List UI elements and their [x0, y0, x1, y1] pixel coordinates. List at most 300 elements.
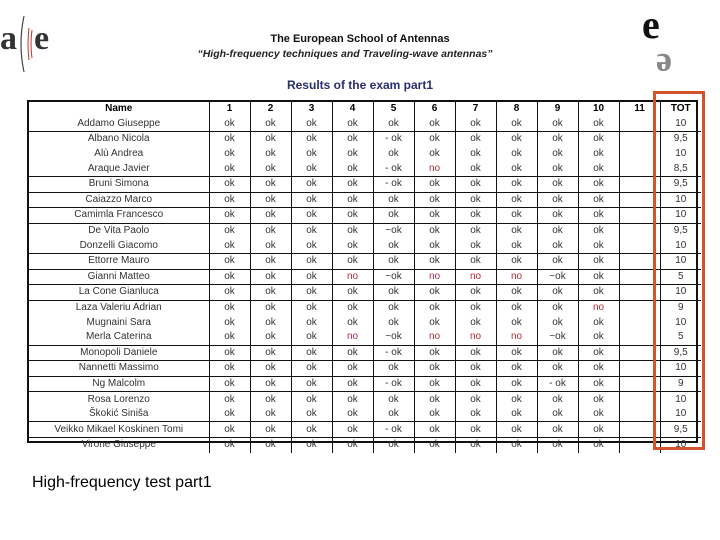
score-cell: ok	[578, 132, 619, 147]
table-row	[29, 315, 701, 330]
score-cell: ok	[291, 376, 332, 392]
student-name: La Cone Gianluca	[29, 285, 209, 301]
total-score: 10	[660, 315, 701, 330]
table-row	[29, 330, 701, 345]
column-header-6: 6	[414, 102, 455, 117]
score-cell	[619, 407, 660, 422]
score-cell: ok	[332, 315, 373, 330]
total-score: 10	[660, 438, 701, 453]
score-cell	[619, 253, 660, 269]
total-score: 10	[660, 392, 701, 407]
score-cell: ok	[537, 132, 578, 147]
total-score: 10	[660, 361, 701, 377]
score-cell: ok	[496, 253, 537, 269]
score-cell: ok	[332, 147, 373, 162]
score-cell: ok	[455, 253, 496, 269]
column-header-4: 4	[332, 102, 373, 117]
logo-letter-e: e	[34, 20, 50, 57]
score-cell: ok	[250, 407, 291, 422]
score-cell: ok	[209, 192, 250, 208]
score-cell: ok	[578, 161, 619, 176]
score-cell: ok	[578, 208, 619, 224]
total-score: 9,5	[660, 345, 701, 361]
score-cell: ok	[455, 422, 496, 438]
score-cell: - ok	[537, 376, 578, 392]
score-cell: ok	[209, 330, 250, 345]
score-cell: ok	[578, 147, 619, 162]
score-cell: ok	[578, 253, 619, 269]
table-row	[29, 345, 701, 361]
score-cell	[619, 192, 660, 208]
student-name: Nannetti Massimo	[29, 361, 209, 377]
score-cell: no	[414, 330, 455, 345]
score-cell: ok	[496, 285, 537, 301]
student-name: Laza Valeriu Adrian	[29, 300, 209, 315]
score-cell: ok	[496, 422, 537, 438]
student-name: Bruni Simona	[29, 176, 209, 192]
student-name: De Vita Paolo	[29, 223, 209, 238]
score-cell: ok	[209, 407, 250, 422]
score-cell: ok	[496, 117, 537, 132]
score-cell: ok	[537, 192, 578, 208]
table-header-row	[29, 102, 701, 117]
score-cell: ok	[414, 117, 455, 132]
total-score: 9,5	[660, 132, 701, 147]
score-cell	[619, 422, 660, 438]
score-cell: ok	[291, 223, 332, 238]
score-cell: ok	[373, 192, 414, 208]
score-cell: ok	[496, 176, 537, 192]
score-cell: ok	[414, 285, 455, 301]
score-cell: ok	[250, 253, 291, 269]
score-cell: ok	[455, 223, 496, 238]
student-name: Addamo Giuseppe	[77, 117, 161, 129]
score-cell: ok	[291, 132, 332, 147]
score-cell: ok	[414, 345, 455, 361]
score-cell: ok	[250, 315, 291, 330]
score-cell: - ok	[373, 132, 414, 147]
score-cell: ok	[209, 176, 250, 192]
footer-caption: High-frequency test part1	[32, 474, 212, 491]
score-cell: ok	[291, 208, 332, 224]
score-cell: ok	[332, 132, 373, 147]
score-cell: ok	[209, 132, 250, 147]
score-cell: ok	[250, 223, 291, 238]
table-row	[29, 392, 701, 407]
score-cell: ok	[578, 361, 619, 377]
results-title: Results of the exam part1	[286, 78, 434, 92]
score-cell: ok	[291, 330, 332, 345]
score-cell: ok	[332, 438, 373, 453]
table-row	[29, 238, 701, 253]
score-cell: ok	[250, 176, 291, 192]
score-cell: ok	[414, 132, 455, 147]
score-cell: ok	[291, 238, 332, 253]
score-cell: ok	[291, 392, 332, 407]
score-cell: ok	[373, 117, 414, 132]
score-cell: ok	[414, 438, 455, 453]
score-cell: ok	[291, 147, 332, 162]
score-cell: ok	[496, 192, 537, 208]
score-cell: no	[455, 269, 496, 285]
score-cell: ok	[209, 269, 250, 285]
score-cell: ok	[578, 315, 619, 330]
score-cell: ok	[455, 176, 496, 192]
score-cell	[619, 315, 660, 330]
course-subtitle: “High-frequency techniques and Traveling-wave antennas”	[197, 48, 493, 60]
score-cell: ok	[455, 285, 496, 301]
score-cell: ok	[578, 392, 619, 407]
score-cell	[619, 147, 660, 162]
score-cell: ok	[455, 192, 496, 208]
score-cell: ok	[578, 285, 619, 301]
column-header-total: TOT	[660, 102, 701, 117]
score-cell: ok	[373, 315, 414, 330]
total-score: 10	[660, 147, 701, 162]
total-score: 10	[660, 208, 701, 224]
score-cell: ok	[250, 238, 291, 253]
student-name: Merla Caterina	[85, 331, 152, 343]
score-cell: ok	[537, 300, 578, 315]
student-name: Camimla Francesco	[29, 208, 209, 224]
table-row	[29, 407, 701, 422]
score-cell: ok	[537, 238, 578, 253]
student-name: Veikko Mikael Koskinen Tomi	[29, 422, 209, 438]
score-cell: ok	[578, 117, 619, 132]
score-cell: ok	[455, 376, 496, 392]
score-cell: ok	[537, 345, 578, 361]
score-cell: ok	[414, 176, 455, 192]
score-cell: ok	[455, 438, 496, 453]
score-cell: ok	[332, 392, 373, 407]
score-cell: ~ok	[537, 269, 578, 285]
student-name: Rosa Lorenzo	[29, 392, 209, 407]
student-name: Alù Andrea	[94, 148, 144, 160]
total-score: 9	[660, 300, 701, 315]
score-cell: ok	[496, 345, 537, 361]
student-name: Monopoli Daniele	[29, 345, 209, 361]
score-cell: ok	[537, 392, 578, 407]
score-cell: ~ok	[373, 330, 414, 345]
score-cell: ok	[496, 223, 537, 238]
score-cell: ok	[209, 438, 250, 453]
score-cell: ok	[496, 238, 537, 253]
score-cell: ok	[332, 300, 373, 315]
score-cell	[619, 438, 660, 453]
score-cell: ok	[578, 238, 619, 253]
student-name: Ettorre Mauro	[29, 253, 209, 269]
score-cell: ok	[414, 238, 455, 253]
student-name: Gianni Matteo	[29, 269, 209, 285]
table-row	[29, 422, 701, 438]
score-cell: ok	[537, 147, 578, 162]
score-cell: ok	[250, 117, 291, 132]
total-score: 9,5	[660, 223, 701, 238]
score-cell: ok	[250, 376, 291, 392]
score-cell: ok	[291, 345, 332, 361]
score-cell: ok	[332, 345, 373, 361]
student-name: Caiazzo Marco	[29, 192, 209, 208]
score-cell	[619, 285, 660, 301]
score-cell: ok	[414, 407, 455, 422]
score-cell: ok	[414, 253, 455, 269]
student-name: Škokić Siniša	[89, 408, 149, 420]
score-cell: ok	[537, 208, 578, 224]
table-body	[29, 117, 701, 453]
score-cell: ok	[291, 422, 332, 438]
score-cell: no	[496, 269, 537, 285]
total-score: 9	[660, 376, 701, 392]
total-score: 10	[660, 238, 701, 253]
column-header-3: 3	[291, 102, 332, 117]
score-cell: ok	[455, 238, 496, 253]
score-cell: ok	[455, 132, 496, 147]
score-cell: ok	[250, 392, 291, 407]
score-cell: ok	[414, 422, 455, 438]
score-cell: ok	[291, 361, 332, 377]
score-cell: ok	[209, 238, 250, 253]
score-cell: ok	[209, 376, 250, 392]
table-row	[29, 253, 701, 269]
table-row	[29, 176, 701, 192]
score-cell: ok	[291, 269, 332, 285]
score-cell	[619, 376, 660, 392]
score-cell: ok	[250, 438, 291, 453]
results-table	[29, 102, 701, 453]
student-name: Donzelli Giacomo	[79, 239, 158, 251]
score-cell: ok	[373, 300, 414, 315]
score-cell: ok	[578, 192, 619, 208]
score-cell: ok	[291, 176, 332, 192]
total-score: 10	[660, 407, 701, 422]
score-cell: ok	[209, 253, 250, 269]
score-cell: ok	[250, 285, 291, 301]
score-cell: - ok	[373, 161, 414, 176]
score-cell: ok	[578, 345, 619, 361]
score-cell: ok	[332, 117, 373, 132]
score-cell: no	[414, 161, 455, 176]
score-cell	[619, 269, 660, 285]
table-row	[29, 192, 701, 208]
score-cell: no	[414, 269, 455, 285]
results-table-container	[27, 100, 698, 451]
score-cell: ok	[332, 376, 373, 392]
score-cell: ok	[496, 132, 537, 147]
score-cell: ok	[209, 300, 250, 315]
score-cell: ok	[537, 253, 578, 269]
score-cell: ok	[209, 208, 250, 224]
score-cell: ok	[332, 422, 373, 438]
score-cell: ok	[578, 407, 619, 422]
score-cell: ok	[455, 300, 496, 315]
score-cell: ok	[496, 147, 537, 162]
score-cell	[619, 208, 660, 224]
score-cell	[619, 300, 660, 315]
score-cell: - ok	[373, 376, 414, 392]
score-cell: ok	[250, 192, 291, 208]
score-cell: - ok	[373, 422, 414, 438]
score-cell: ok	[250, 132, 291, 147]
score-cell: ok	[373, 361, 414, 377]
score-cell: ok	[291, 192, 332, 208]
score-cell	[619, 238, 660, 253]
score-cell: ok	[496, 300, 537, 315]
score-cell: ok	[332, 285, 373, 301]
score-cell: ok	[578, 376, 619, 392]
table-row	[29, 269, 701, 285]
score-cell: ok	[332, 223, 373, 238]
score-cell: ok	[455, 361, 496, 377]
score-cell: ok	[537, 315, 578, 330]
score-cell: ok	[373, 438, 414, 453]
score-cell: ok	[250, 208, 291, 224]
score-cell	[619, 117, 660, 132]
score-cell: ok	[496, 438, 537, 453]
score-cell: ok	[537, 407, 578, 422]
score-cell: ok	[496, 407, 537, 422]
score-cell: ok	[291, 438, 332, 453]
score-cell: ok	[578, 422, 619, 438]
score-cell: ok	[414, 361, 455, 377]
column-header-10: 10	[578, 102, 619, 117]
table-row	[29, 208, 701, 224]
score-cell: ok	[455, 208, 496, 224]
score-cell: ok	[209, 392, 250, 407]
score-cell: ok	[250, 345, 291, 361]
score-cell	[619, 132, 660, 147]
score-cell: ok	[250, 330, 291, 345]
total-score: 10	[660, 285, 701, 301]
score-cell: ok	[291, 300, 332, 315]
score-cell: ok	[291, 285, 332, 301]
table-row	[29, 285, 701, 301]
score-cell: ok	[291, 253, 332, 269]
score-cell: ok	[209, 223, 250, 238]
student-name: Albano Nicola	[29, 132, 209, 147]
score-cell	[619, 161, 660, 176]
score-cell: ok	[209, 117, 250, 132]
score-cell: no	[578, 300, 619, 315]
score-cell: ~ok	[537, 330, 578, 345]
logo-letter-a: a	[0, 20, 17, 57]
score-cell: ~ok	[373, 269, 414, 285]
score-cell: ok	[537, 422, 578, 438]
score-cell: no	[496, 330, 537, 345]
score-cell: ok	[373, 407, 414, 422]
table-row	[29, 438, 701, 453]
score-cell: ok	[373, 147, 414, 162]
score-cell: ok	[373, 285, 414, 301]
school-title: The European School of Antennas	[270, 33, 450, 45]
column-header-9: 9	[537, 102, 578, 117]
table-row	[29, 376, 701, 392]
score-cell	[619, 330, 660, 345]
score-cell: ok	[537, 117, 578, 132]
column-header-7: 7	[455, 102, 496, 117]
table-row	[29, 300, 701, 315]
score-cell: ok	[250, 147, 291, 162]
student-name: Araque Javier	[87, 162, 150, 174]
score-cell: ok	[455, 407, 496, 422]
score-cell: ok	[455, 161, 496, 176]
score-cell: ok	[578, 330, 619, 345]
score-cell: ok	[455, 147, 496, 162]
column-header-1: 1	[209, 102, 250, 117]
column-header-name: Name	[105, 103, 133, 115]
score-cell: ok	[455, 315, 496, 330]
score-cell: ok	[209, 161, 250, 176]
score-cell: ok	[373, 392, 414, 407]
total-score: 5	[660, 269, 701, 285]
score-cell: ok	[414, 300, 455, 315]
score-cell: ok	[209, 345, 250, 361]
score-cell: ok	[250, 269, 291, 285]
score-cell: ok	[496, 361, 537, 377]
svg-text:e: e	[656, 46, 672, 86]
score-cell: ok	[578, 438, 619, 453]
score-cell: ok	[209, 147, 250, 162]
student-name: Virone Giuseppe	[29, 438, 209, 453]
total-score: 9,5	[660, 422, 701, 438]
score-cell: ok	[332, 192, 373, 208]
score-cell: no	[332, 330, 373, 345]
table-row	[29, 117, 701, 132]
score-cell: ok	[496, 161, 537, 176]
table-row	[29, 132, 701, 147]
score-cell: ok	[209, 361, 250, 377]
score-cell: ok	[209, 422, 250, 438]
table-row	[29, 223, 701, 238]
total-score: 5	[660, 330, 701, 345]
score-cell	[619, 392, 660, 407]
score-cell: ok	[496, 392, 537, 407]
score-cell: ok	[414, 376, 455, 392]
column-header-11: 11	[619, 102, 660, 117]
score-cell: ok	[373, 238, 414, 253]
score-cell: no	[332, 269, 373, 285]
column-header-5: 5	[373, 102, 414, 117]
svg-text:e: e	[642, 2, 660, 47]
score-cell: ok	[414, 392, 455, 407]
score-cell: ok	[332, 253, 373, 269]
score-cell: ok	[332, 208, 373, 224]
score-cell	[619, 361, 660, 377]
score-cell: ok	[496, 208, 537, 224]
score-cell: ok	[332, 361, 373, 377]
score-cell: ok	[578, 223, 619, 238]
table-row	[29, 361, 701, 377]
score-cell: ~ok	[373, 223, 414, 238]
total-score: 10	[660, 117, 701, 132]
score-cell: ok	[332, 161, 373, 176]
score-cell: ok	[496, 315, 537, 330]
score-cell: ok	[332, 176, 373, 192]
score-cell: ok	[414, 208, 455, 224]
score-cell: ok	[291, 315, 332, 330]
score-cell: ok	[455, 345, 496, 361]
score-cell: ok	[578, 176, 619, 192]
score-cell: ok	[414, 223, 455, 238]
score-cell: ok	[209, 285, 250, 301]
score-cell	[619, 223, 660, 238]
score-cell: ok	[250, 361, 291, 377]
total-score: 10	[660, 253, 701, 269]
score-cell: ok	[496, 376, 537, 392]
score-cell: ok	[455, 117, 496, 132]
student-name: Mugnaini Sara	[86, 316, 151, 328]
total-score: 10	[660, 192, 701, 208]
score-cell: ok	[209, 315, 250, 330]
